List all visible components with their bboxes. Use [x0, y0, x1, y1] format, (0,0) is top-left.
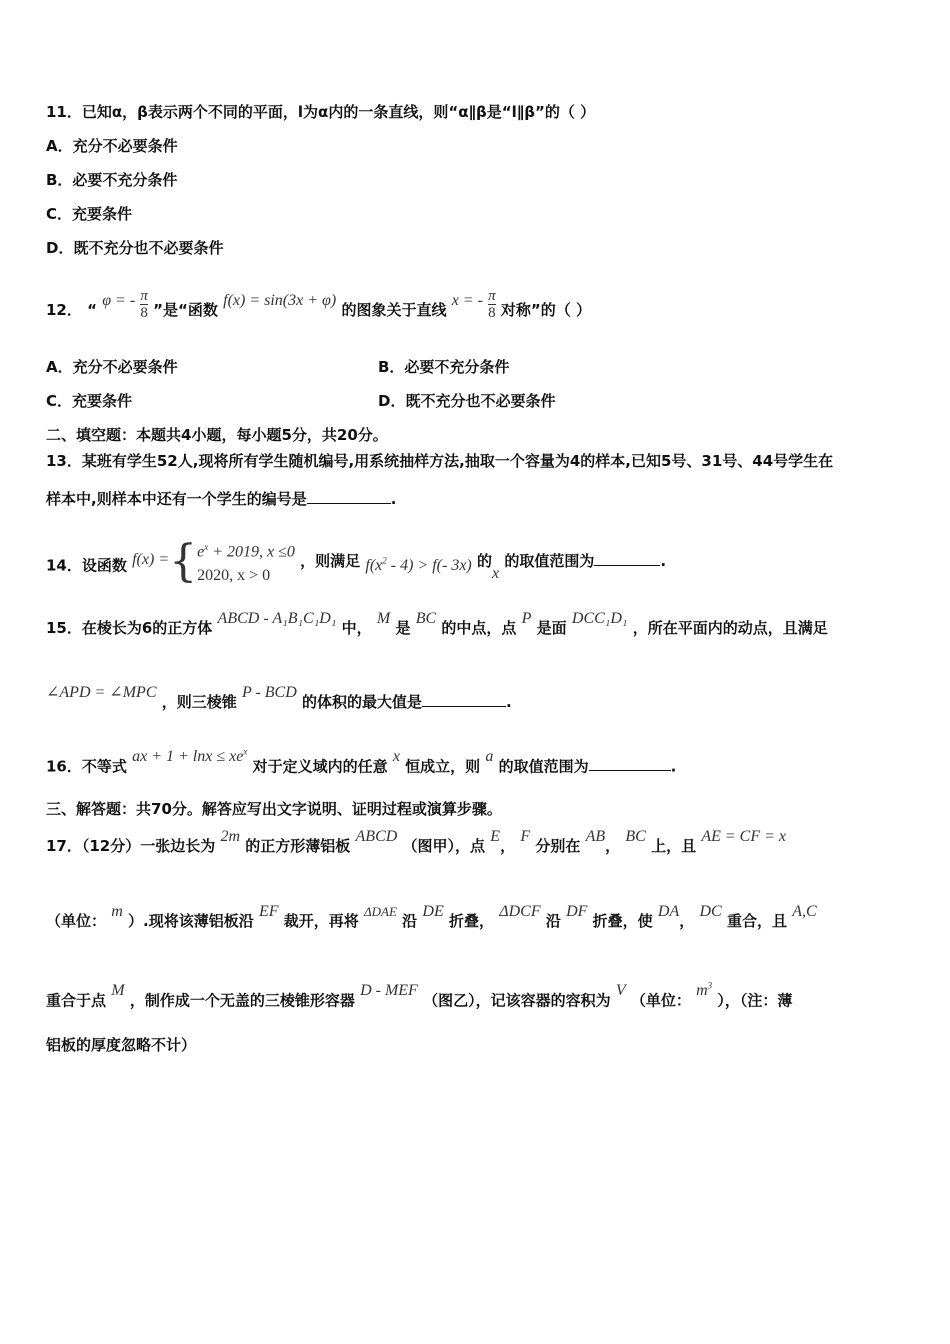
q15-line-1 — [46, 610, 828, 639]
q12-function: f(x) = sin(3x + φ) — [223, 292, 337, 309]
q12-text-3: 对称”的（ ） — [500, 301, 591, 319]
q17-text-3b: ，制作成一个无盖的三棱锥形容器 — [129, 991, 355, 1010]
q17-text-1a: 17．（12分）一张边长为 — [46, 837, 216, 855]
q17-triangle-dcf: ΔDCF — [499, 903, 541, 920]
q17-text-2e: 折叠， — [448, 912, 494, 930]
q15-cube: ABCD - A₁B₁C₁D₁ — [217, 610, 337, 627]
q17-text-2c: 裁开，再将 — [283, 912, 359, 930]
q17-text-3a: 重合于点 — [46, 991, 107, 1010]
q14-text-3: 的取值范围为 — [504, 552, 595, 571]
fraction-denominator: 8 — [488, 305, 496, 321]
q14-stem — [46, 536, 666, 592]
q17-text-3c: （图乙），记该容器的容积为 — [423, 991, 611, 1010]
q17-text-3d: （单位： — [630, 991, 691, 1010]
q13-text: 样本中,则样本中还有一个学生的编号是 — [46, 490, 307, 508]
q17-segment-da: DA — [657, 903, 680, 920]
q15-point-p: P — [521, 610, 532, 627]
q15-segment-bc: BC — [415, 610, 437, 627]
q17-segment-ab: AB — [585, 828, 606, 845]
q17-point-m: M — [111, 982, 125, 1000]
q17-point-f: F — [520, 828, 531, 845]
q12-line-eq: x = - — [451, 292, 483, 309]
q15-text-7: 的体积的最大值是 — [302, 693, 423, 711]
q17-side-length: 2m — [220, 828, 241, 845]
q14-text-2: 的 — [476, 552, 492, 571]
q17-text-2g: 折叠，使 — [592, 912, 653, 930]
q11-option-a: A．充分不必要条件 — [46, 137, 178, 155]
q14-text-1: ，则满足 — [300, 552, 361, 571]
q17-segment-df: DF — [566, 903, 588, 920]
q15-pyramid: P - BCD — [241, 684, 297, 701]
q16-var-x: x — [392, 748, 400, 766]
q11-option-c: C．充要条件 — [46, 205, 133, 223]
q11-stem: 11．已知α，β表示两个不同的平面，l为α内的一条直线，则“α∥β是“l∥β”的（ ） — [46, 103, 596, 121]
q17-text-2h: 重合，且 — [726, 912, 787, 930]
q15-end: . — [506, 693, 512, 711]
q17-segment-de: DE — [422, 903, 444, 920]
q17-text-1c: （图甲），点 — [402, 837, 486, 855]
q17-line-3 — [46, 981, 793, 1011]
q17-line-2 — [46, 903, 817, 932]
q16-number: 16．不等式 — [46, 757, 127, 776]
q15-number: 15．在棱长为6的正方体 — [46, 619, 213, 637]
q16-inequality: ax + $1 + \ln x \le xe^x$ — [132, 747, 248, 766]
q17-segment-ef: EF — [258, 903, 279, 920]
q12-option-d: D．既不充分也不必要条件 — [378, 392, 556, 410]
q12-number: 12． — [46, 301, 82, 319]
q12-text-1: ”是“函数 — [153, 301, 218, 319]
q12-text-2: 的图象关于直线 — [341, 301, 447, 319]
q17-line-4: 铝板的厚度忽略不计） — [46, 1036, 197, 1054]
q11-option-b: B．必要不充分条件 — [46, 171, 178, 189]
q14-case-1: $e^x + 2019$, x ≤0 — [197, 542, 295, 561]
q16-text-3: 的取值范围为 — [498, 757, 589, 776]
q17-point-e: E — [490, 828, 501, 845]
q17-pyramid: D - MEF — [360, 982, 418, 1000]
q12-option-row-1 — [46, 357, 510, 377]
q14-piecewise-cases — [197, 535, 295, 588]
q14-var-x: x — [492, 565, 500, 583]
q15-text-6: ，则三棱锥 — [161, 693, 237, 711]
answer-blank — [307, 489, 391, 504]
q17-comma: ， — [500, 837, 516, 855]
q17-line-1 — [46, 828, 787, 857]
q12-phi-condition: φ = - — [102, 292, 136, 309]
q16-stem — [46, 747, 677, 777]
q17-unit-cubic: $m^3$ — [696, 981, 713, 1000]
q15-angle-condition: ∠APD = ∠MPC — [46, 684, 157, 701]
q15-text-1: 中， — [341, 619, 372, 637]
q17-volume-v: V — [615, 982, 626, 1000]
q12-fraction-pi-8 — [140, 288, 148, 321]
q16-end: . — [670, 757, 677, 776]
q12-option-b: B．必要不充分条件 — [378, 358, 510, 376]
q17-text-2d: 沿 — [402, 912, 418, 930]
q12-option-a: A．充分不必要条件 — [46, 358, 178, 376]
q17-text-1e: 上，且 — [651, 837, 697, 855]
q17-segment-bc: BC — [625, 828, 646, 845]
section-2-heading: 二、填空题：本题共4小题，每小题5分，共20分。 — [46, 426, 388, 444]
q13-line-1: 13．某班有学生52人,现将所有学生随机编号,用系统抽样方法,抽取一个容量为4的样本,已知5号、31号、44号学生在 — [46, 452, 834, 470]
q17-text-2a: （单位： — [46, 912, 107, 930]
q17-comma: ， — [679, 912, 695, 930]
q17-segment-dc: DC — [699, 903, 722, 920]
left-brace-icon: { — [169, 535, 198, 587]
q15-text-4: 是面 — [536, 619, 567, 637]
q16-text-1: 对于定义域内的任意 — [252, 757, 388, 776]
q17-unit: m — [111, 903, 123, 920]
q15-line-2 — [46, 684, 512, 713]
q14-function-label: f(x) = — [132, 551, 170, 569]
q15-face: DCC₁D₁ — [571, 610, 628, 627]
q11-option-d: D．既不充分也不必要条件 — [46, 239, 224, 257]
q17-points-ac: A,C — [792, 903, 817, 920]
q17-square: ABCD — [355, 828, 398, 845]
q17-equation: AE = CF = x — [701, 828, 787, 845]
q15-text-3: 的中点，点 — [441, 619, 517, 637]
q12-stem — [46, 288, 591, 327]
answer-blank — [594, 551, 660, 566]
q12-option-c: C．充要条件 — [46, 392, 133, 410]
q14-case-2: 2020, x > 0 — [197, 567, 271, 585]
q17-text-1d: 分别在 — [535, 837, 581, 855]
q16-var-a: a — [485, 748, 494, 766]
answer-blank — [422, 692, 506, 707]
answer-blank — [589, 756, 671, 771]
q12-option-row-2 — [46, 391, 556, 411]
q12-open-quote: “ — [87, 301, 97, 319]
q14-inequality: $f(x^2 - 4) > f(-$ 3x) — [365, 556, 472, 575]
section-3-heading: 三、解答题：共70分。解答应写出文字说明、证明过程或演算步骤。 — [46, 800, 502, 818]
q13-line-2 — [46, 489, 396, 509]
q12-fraction-pi-8-b — [488, 288, 496, 321]
q15-point-m: M — [376, 610, 391, 627]
q15-text-2: 是 — [395, 619, 411, 637]
q17-text-2f: 沿 — [545, 912, 561, 930]
q14-end: . — [660, 552, 667, 571]
fraction-denominator: 8 — [140, 305, 148, 321]
q16-text-2: 恒成立，则 — [405, 757, 481, 776]
fraction-numerator: π — [140, 288, 148, 304]
q17-triangle-dae: ΔDAE — [364, 904, 397, 919]
q17-text-3e: ），（注：薄 — [717, 991, 793, 1010]
q13-end: . — [390, 490, 397, 508]
q14-number: 14．设函数 — [46, 556, 127, 575]
q17-text-2b: ）.现将该薄铝板沿 — [128, 912, 254, 930]
fraction-numerator: π — [488, 288, 496, 304]
q15-text-5: ，所在平面内的动点，且满足 — [632, 619, 828, 637]
q17-comma: ， — [605, 837, 621, 855]
q17-text-1b: 的正方形薄铝板 — [245, 837, 351, 855]
